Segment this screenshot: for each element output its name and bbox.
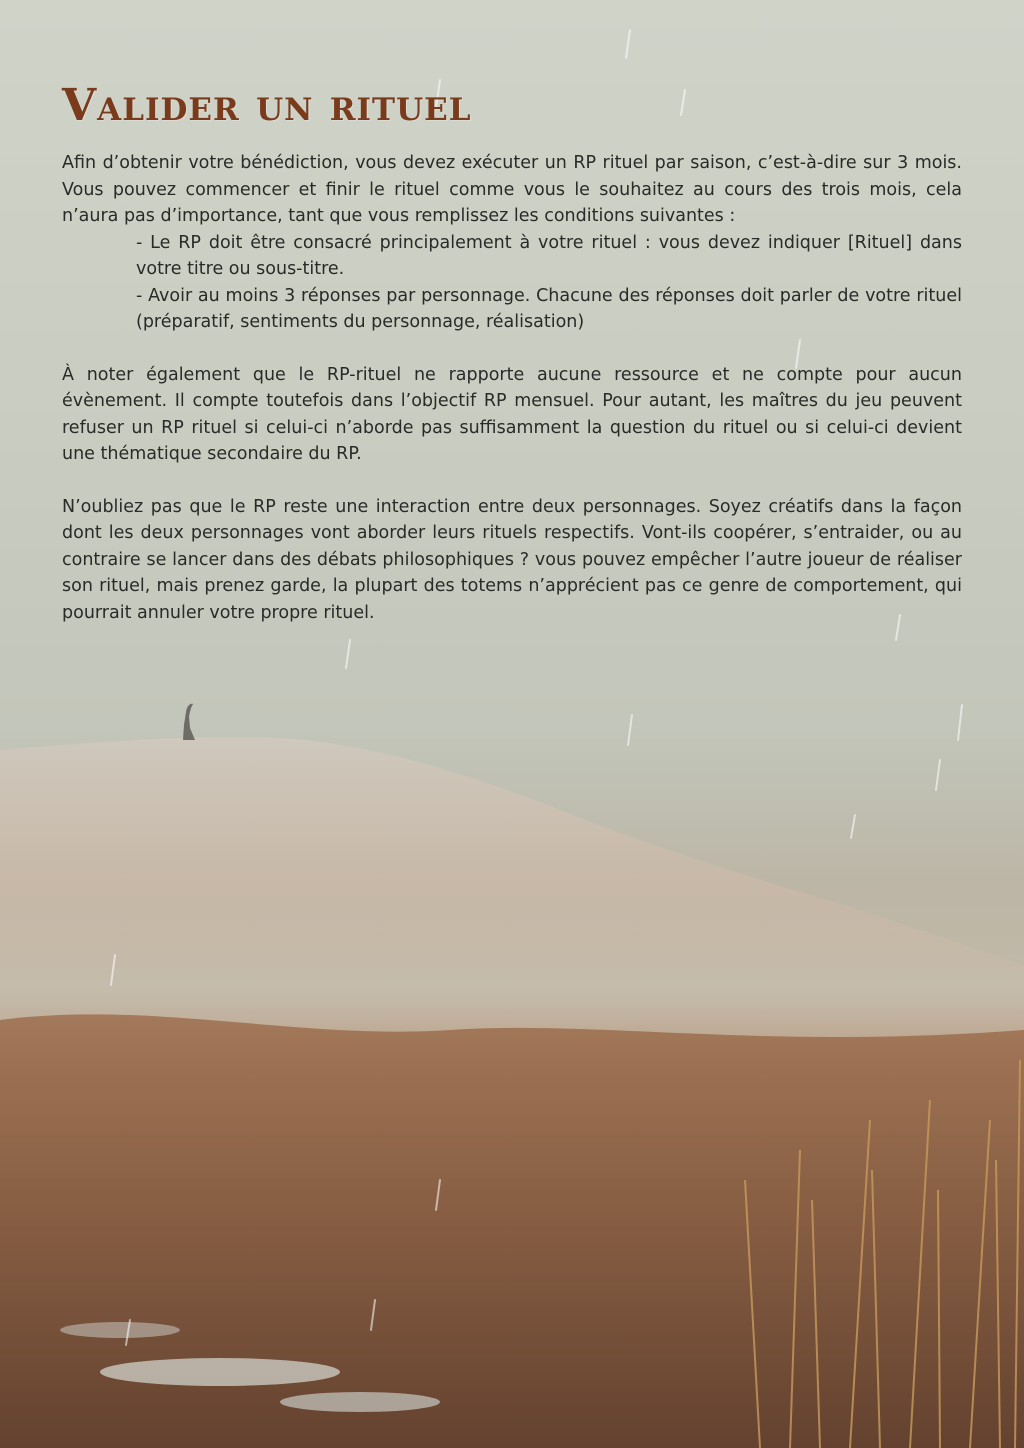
reminder-paragraph: N’oubliez pas que le RP reste une interaction entre deux personnages. Soyez créatifs dans la façon dont les deux personnages vont aborder leurs rituels respectifs. Vont-ils coopérer, s’entraider, ou au contraire se lancer dans des débats philosophiques ? vous pouvez empêcher l’autre joueur de réaliser son rituel, mais prenez garde, la plupart des totems n’apprécient pas ce genre de comportement, qui pourrait annuler votre propre rituel. [62,496,962,623]
condition-item-1: - Le RP doit être consacré principalement à votre rituel : vous devez indiquer [Rituel] dans votre titre ou sous-titre. [136,232,962,279]
spacer [62,336,962,362]
spacer [62,468,962,494]
document-body [62,78,962,626]
page-title: Valider un rituel [62,80,472,131]
condition-item-2: - Avoir au moins 3 réponses par personnage. Chacune des réponses doit parler de votre rituel (préparatif, sentiments du personnage, réalisation) [136,285,962,332]
intro-paragraph: Afin d’obtenir votre bénédiction, vous devez exécuter un RP rituel par saison, c’est-à-dire sur 3 mois. Vous pouvez commencer et finir le rituel comme vous le souhaitez au cours des trois mois, cela n’aura pas d’importance, tant que vous remplissez les conditions suivantes : [62,153,962,226]
note-paragraph: À noter également que le RP-rituel ne rapporte aucune ressource et ne compte pour aucun évènement. Il compte toutefois dans l’objectif RP mensuel. Pour autant, les maîtres du jeu peuvent refuser un RP rituel si celui-ci n’aborde pas suffisamment la question du rituel ou si celui-ci devient une thématique secondaire du RP. [62,364,962,464]
